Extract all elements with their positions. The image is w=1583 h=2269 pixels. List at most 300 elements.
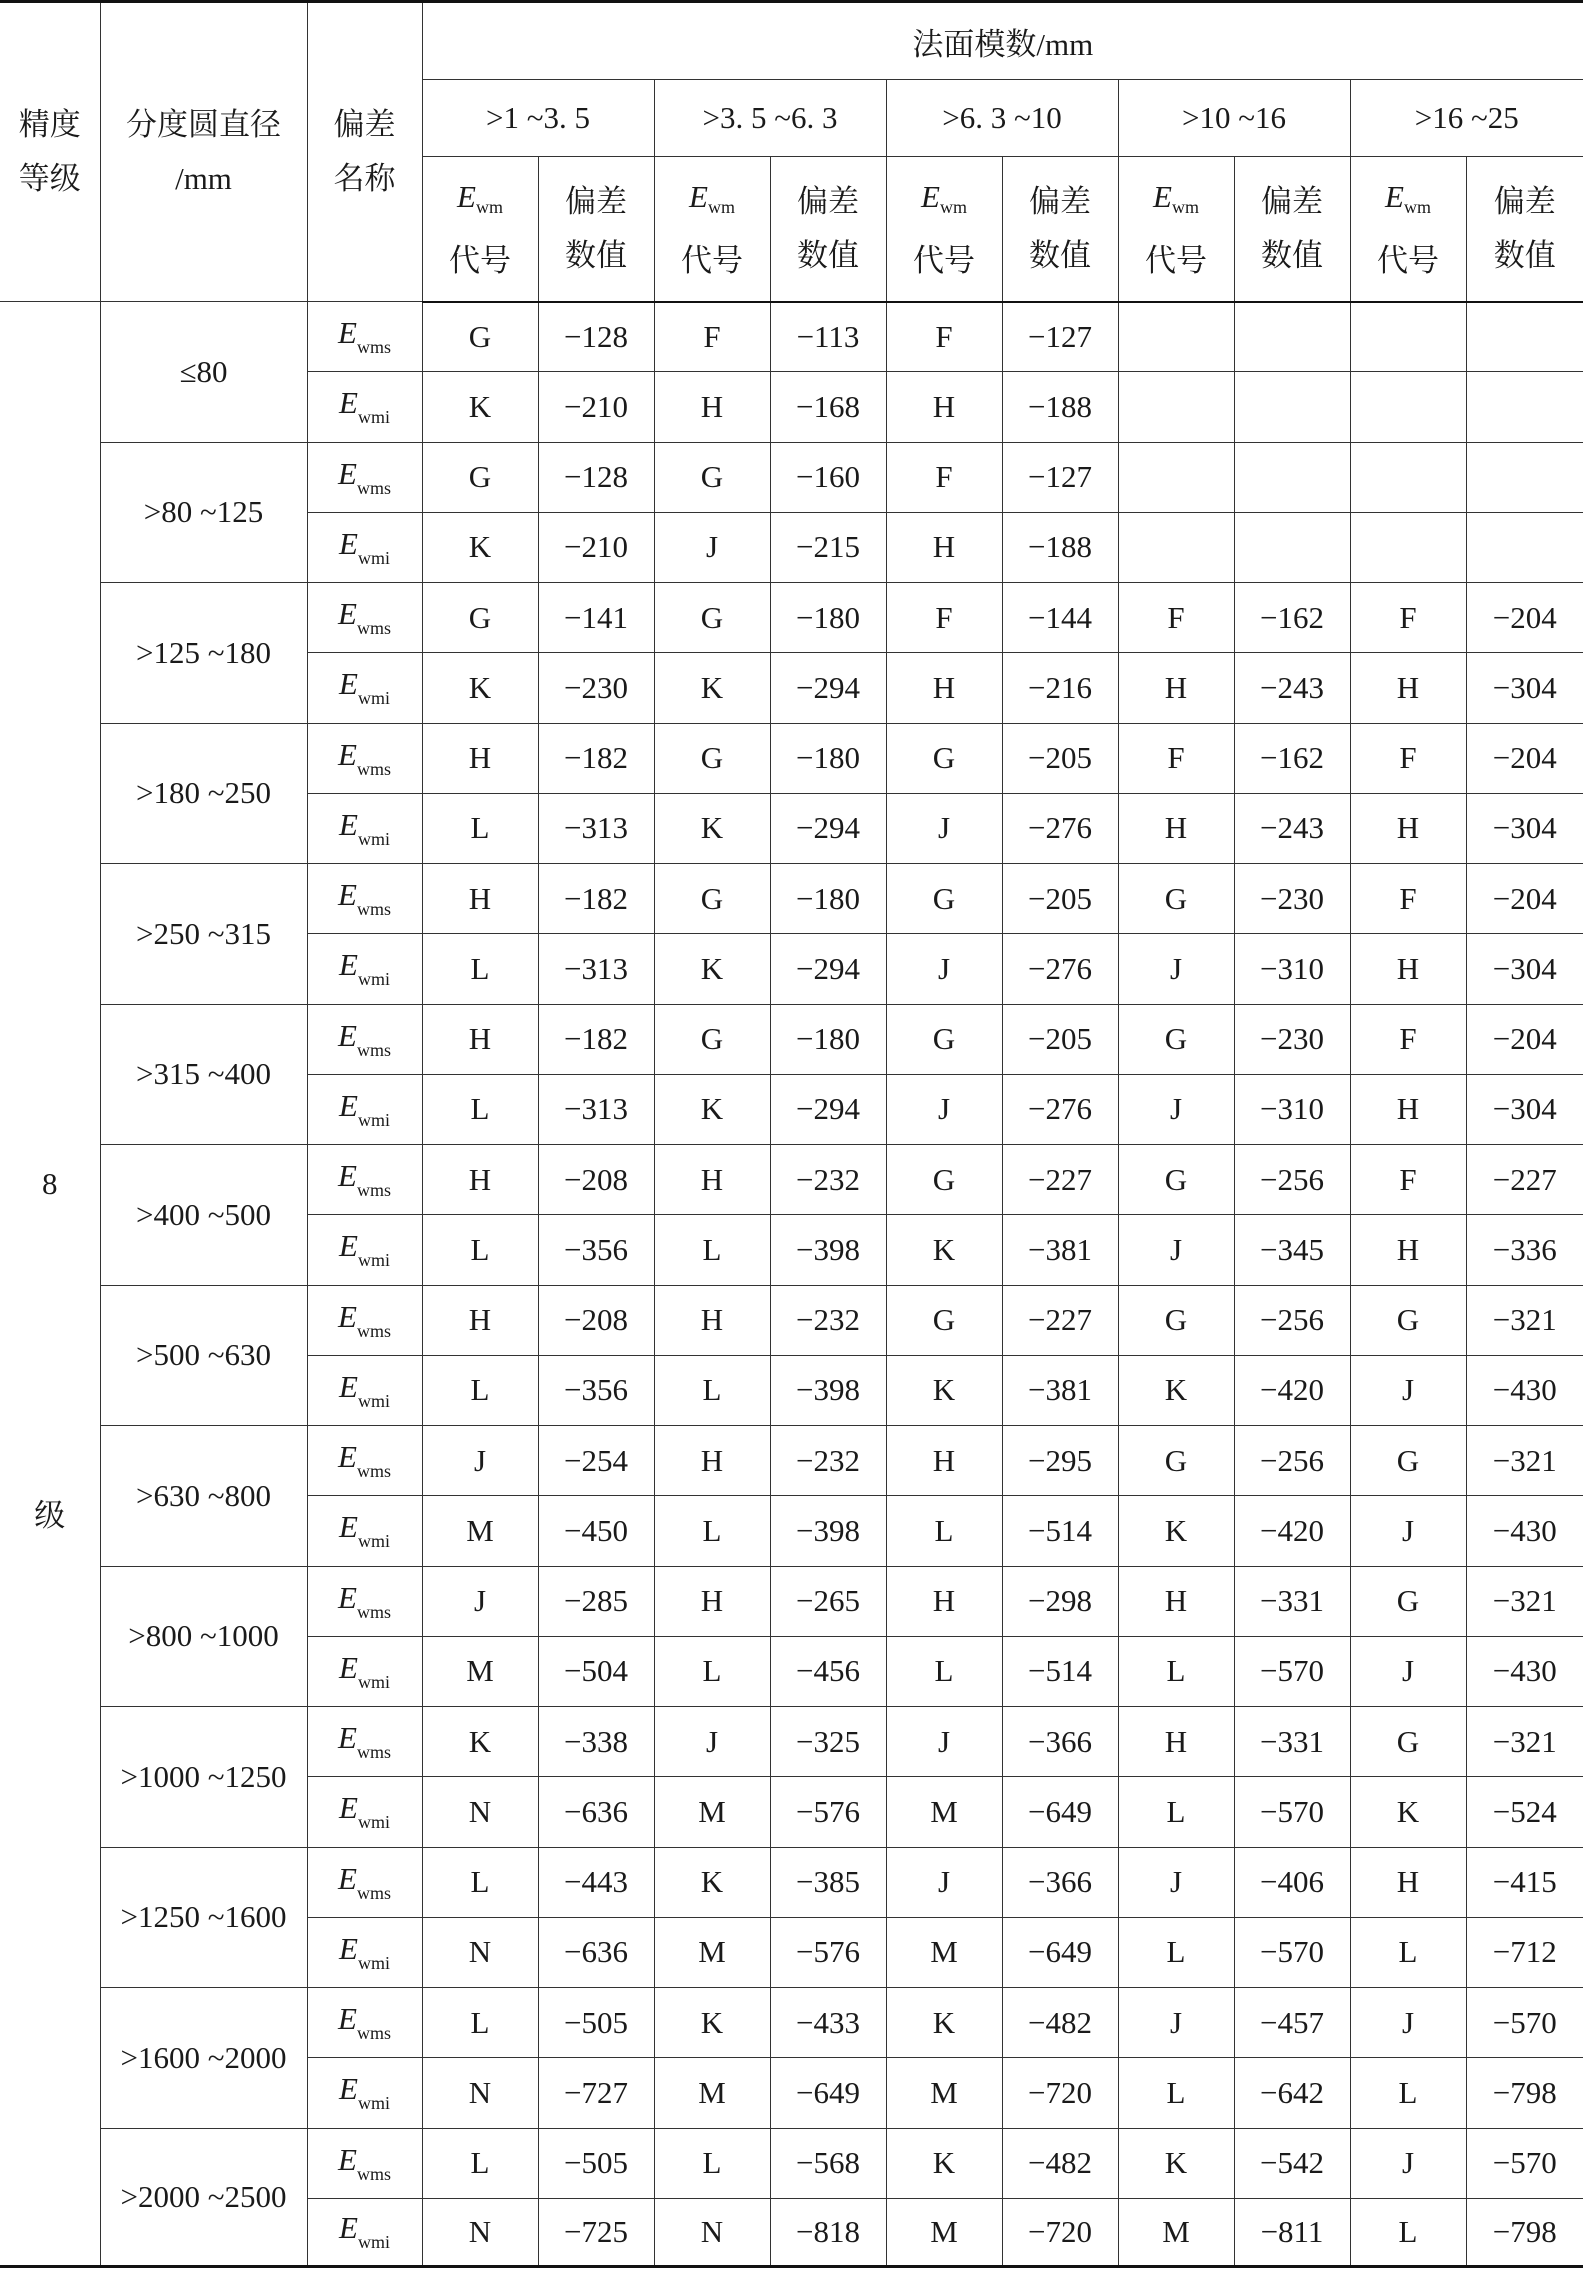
code-cell: G (1350, 1566, 1466, 1636)
value-cell: −720 (1002, 2198, 1118, 2266)
upper-deviation-label (307, 1566, 422, 1636)
code-cell: G (1350, 1285, 1466, 1355)
value-cell: −232 (770, 1426, 886, 1496)
deviation-symbol: E (339, 1509, 358, 1545)
diameter-cell: >250 ~315 (100, 864, 307, 1005)
code-cell: L (422, 934, 538, 1004)
upper-deviation-label (307, 302, 422, 372)
code-cell: M (886, 1777, 1002, 1847)
diameter-cell: >800 ~1000 (100, 1566, 307, 1707)
value-cell: −514 (1002, 1496, 1118, 1566)
value-cell: −331 (1234, 1707, 1350, 1777)
code-cell: J (422, 1426, 538, 1496)
code-cell: F (1350, 864, 1466, 934)
value-cell: −204 (1466, 723, 1583, 793)
value-cell (1466, 512, 1583, 582)
value-cell: −294 (770, 653, 886, 723)
value-cell: −811 (1234, 2198, 1350, 2266)
value-cell: −356 (538, 1355, 654, 1425)
value-cell: −215 (770, 512, 886, 582)
diameter-cell: >400 ~500 (100, 1145, 307, 1286)
table-row (0, 2128, 1583, 2198)
diameter-cell: >125 ~180 (100, 583, 307, 724)
value-cell: −204 (1466, 1004, 1583, 1074)
code-cell: L (422, 793, 538, 863)
code-cell: G (886, 1004, 1002, 1074)
diameter-cell: >2000 ~2500 (100, 2128, 307, 2267)
value-cell: −162 (1234, 583, 1350, 653)
value-cell: −227 (1002, 1145, 1118, 1215)
code-cell: H (422, 1004, 538, 1074)
deviation-symbol: E (338, 1720, 357, 1756)
upper-deviation-label (307, 1426, 422, 1496)
code-cell: N (654, 2198, 770, 2266)
value-cell: −256 (1234, 1285, 1350, 1355)
deviation-subscript: wmi (357, 828, 390, 849)
code-cell: J (1118, 1988, 1234, 2058)
upper-deviation-label (307, 1707, 422, 1777)
grade-header: 精度 等级 (0, 2, 100, 302)
value-cell: −227 (1466, 1145, 1583, 1215)
value-cell: −243 (1234, 793, 1350, 863)
code-header (654, 157, 770, 302)
value-cell: −180 (770, 723, 886, 793)
code-cell: L (654, 1215, 770, 1285)
value-cell: −338 (538, 1707, 654, 1777)
value-cell: −345 (1234, 1215, 1350, 1285)
code-cell: L (886, 1496, 1002, 1566)
value-cell: −385 (770, 1847, 886, 1917)
value-cell: −325 (770, 1707, 886, 1777)
code-cell (1118, 512, 1234, 582)
value-cell: −570 (1466, 2128, 1583, 2198)
value-cell (1234, 302, 1350, 372)
value-cell: −576 (770, 1777, 886, 1847)
code-cell: G (654, 723, 770, 793)
value-cell: −310 (1234, 934, 1350, 1004)
value-cell: −304 (1466, 653, 1583, 723)
code-label: 代号 (449, 242, 511, 278)
value-cell: −482 (1002, 1988, 1118, 2058)
code-cell: K (886, 1355, 1002, 1425)
code-symbol: E (921, 178, 940, 214)
value-cell: −568 (770, 2128, 886, 2198)
value-cell: −205 (1002, 864, 1118, 934)
value-cell: −450 (538, 1496, 654, 1566)
deviation-header: 偏差 名称 (307, 2, 422, 302)
deviation-subscript: wms (356, 758, 391, 779)
upper-deviation-label (307, 442, 422, 512)
code-cell: H (1350, 653, 1466, 723)
lower-deviation-label (307, 372, 422, 442)
code-cell: K (422, 372, 538, 442)
deviation-subscript: wms (356, 1039, 391, 1060)
deviation-subscript: wms (356, 1742, 391, 1763)
code-cell (1118, 442, 1234, 512)
value-header: 偏差 数值 (1002, 157, 1118, 302)
upper-deviation-label (307, 1847, 422, 1917)
code-cell: H (422, 723, 538, 793)
code-header (422, 157, 538, 302)
value-cell: −321 (1466, 1285, 1583, 1355)
value-header: 偏差 数值 (770, 157, 886, 302)
code-cell: J (886, 1707, 1002, 1777)
lower-deviation-label (307, 2198, 422, 2266)
table-row (0, 1847, 1583, 1917)
value-cell: −798 (1466, 2058, 1583, 2128)
value-cell: −381 (1002, 1355, 1118, 1425)
value-cell: −276 (1002, 934, 1118, 1004)
value-cell: −636 (538, 1777, 654, 1847)
table-row (0, 1426, 1583, 1496)
value-cell: −294 (770, 793, 886, 863)
code-cell: F (1118, 583, 1234, 653)
lower-deviation-label (307, 934, 422, 1004)
code-cell: L (1350, 1917, 1466, 1987)
code-cell: G (422, 302, 538, 372)
upper-deviation-label (307, 583, 422, 653)
deviation-subscript: wms (356, 1320, 391, 1341)
code-cell (1350, 372, 1466, 442)
diameter-cell: >630 ~800 (100, 1426, 307, 1567)
deviation-subscript: wmi (357, 969, 390, 990)
value-cell: −298 (1002, 1566, 1118, 1636)
code-label: 代号 (1145, 242, 1207, 278)
value-cell: −321 (1466, 1426, 1583, 1496)
code-cell: H (654, 1426, 770, 1496)
code-cell: L (422, 1355, 538, 1425)
module-range-header: >6. 3 ~10 (886, 80, 1118, 157)
value-cell: −505 (538, 1988, 654, 2058)
value-cell: −712 (1466, 1917, 1583, 1987)
value-cell: −570 (1234, 1777, 1350, 1847)
code-cell: F (886, 302, 1002, 372)
deviation-symbol: E (338, 1439, 357, 1475)
code-cell (1350, 302, 1466, 372)
value-cell: −128 (538, 302, 654, 372)
code-cell: H (1118, 1566, 1234, 1636)
deviation-symbol: E (339, 947, 358, 983)
code-cell: L (422, 1074, 538, 1144)
value-cell: −570 (1466, 1988, 1583, 2058)
code-cell: M (654, 1777, 770, 1847)
code-cell: K (654, 1847, 770, 1917)
code-header (1118, 157, 1234, 302)
value-cell: −642 (1234, 2058, 1350, 2128)
code-cell: M (886, 2198, 1002, 2266)
lower-deviation-label (307, 1636, 422, 1706)
value-cell: −180 (770, 864, 886, 934)
module-range-header: >1 ~3. 5 (422, 80, 654, 157)
code-cell: H (1118, 1707, 1234, 1777)
deviation-subscript: wms (356, 2023, 391, 2044)
value-cell (1466, 372, 1583, 442)
value-cell: −113 (770, 302, 886, 372)
code-cell: K (1118, 1496, 1234, 1566)
deviation-subscript: wmi (357, 1952, 390, 1973)
diameter-cell: >315 ~400 (100, 1004, 307, 1145)
value-cell: −398 (770, 1355, 886, 1425)
code-cell: H (886, 653, 1002, 723)
value-cell: −313 (538, 934, 654, 1004)
module-range-header: >16 ~25 (1350, 80, 1583, 157)
code-cell: L (1350, 2058, 1466, 2128)
code-cell: H (886, 372, 1002, 442)
code-cell: L (1118, 1917, 1234, 1987)
value-header: 偏差 数值 (538, 157, 654, 302)
table-row (0, 302, 1583, 372)
code-cell: H (1350, 1074, 1466, 1144)
value-cell: −205 (1002, 723, 1118, 793)
code-cell: M (886, 1917, 1002, 1987)
value-cell: −265 (770, 1566, 886, 1636)
value-cell: −443 (538, 1847, 654, 1917)
diameter-cell: >1600 ~2000 (100, 1988, 307, 2129)
value-cell: −127 (1002, 302, 1118, 372)
value-cell: −304 (1466, 793, 1583, 863)
code-cell: L (422, 2128, 538, 2198)
deviation-subscript: wmi (357, 407, 390, 428)
code-cell: M (1118, 2198, 1234, 2266)
code-cell: K (422, 1707, 538, 1777)
module-range-header: >10 ~16 (1118, 80, 1350, 157)
code-cell: K (654, 934, 770, 1004)
deviation-symbol: E (338, 2001, 357, 2037)
code-cell: K (422, 512, 538, 582)
table-row (0, 1004, 1583, 1074)
deviation-subscript: wmi (357, 547, 390, 568)
value-cell: −144 (1002, 583, 1118, 653)
value-cell: −205 (1002, 1004, 1118, 1074)
diameter-cell: >180 ~250 (100, 723, 307, 864)
lower-deviation-label (307, 1777, 422, 1847)
deviation-symbol: E (338, 596, 357, 632)
code-cell: L (1118, 1636, 1234, 1706)
diameter-header: 分度圆直径 /mm (100, 2, 307, 302)
value-cell: −524 (1466, 1777, 1583, 1847)
value-cell: −457 (1234, 1988, 1350, 2058)
deviation-subscript: wmi (357, 1109, 390, 1130)
code-subscript: wm (475, 196, 503, 217)
code-cell: H (886, 512, 1002, 582)
code-cell: K (654, 793, 770, 863)
value-cell: −276 (1002, 793, 1118, 863)
code-cell: K (422, 653, 538, 723)
deviation-symbol: E (339, 1228, 358, 1264)
diameter-cell: ≤80 (100, 302, 307, 443)
upper-deviation-label (307, 1145, 422, 1215)
code-cell: H (1118, 793, 1234, 863)
value-cell: −420 (1234, 1496, 1350, 1566)
value-cell: −254 (538, 1426, 654, 1496)
code-cell: K (1350, 1777, 1466, 1847)
value-cell: −313 (538, 793, 654, 863)
module-header: 法面模数/mm (422, 2, 1583, 80)
table-row (0, 1566, 1583, 1636)
value-cell: −276 (1002, 1074, 1118, 1144)
code-cell (1118, 302, 1234, 372)
value-cell: −304 (1466, 1074, 1583, 1144)
diameter-cell: >1000 ~1250 (100, 1707, 307, 1848)
deviation-subscript: wms (356, 1461, 391, 1482)
code-cell: L (886, 1636, 1002, 1706)
code-cell: G (1118, 864, 1234, 934)
code-symbol: E (1385, 178, 1404, 214)
deviation-subscript: wms (356, 899, 391, 920)
upper-deviation-label (307, 1004, 422, 1074)
value-cell: −182 (538, 864, 654, 934)
grade-number: 8 (42, 1165, 58, 1201)
code-cell: M (422, 1636, 538, 1706)
code-cell: J (654, 1707, 770, 1777)
lower-deviation-label (307, 1355, 422, 1425)
code-cell: F (1350, 1004, 1466, 1074)
code-cell: G (654, 864, 770, 934)
code-cell: L (1118, 1777, 1234, 1847)
code-subscript: wm (939, 196, 967, 217)
code-cell: G (422, 583, 538, 653)
value-cell: −514 (1002, 1636, 1118, 1706)
deviation-symbol: E (339, 1368, 358, 1404)
lower-deviation-label (307, 512, 422, 582)
value-cell: −304 (1466, 934, 1583, 1004)
diameter-cell: >80 ~125 (100, 442, 307, 583)
code-cell: L (654, 1496, 770, 1566)
code-subscript: wm (707, 196, 735, 217)
code-cell (1118, 372, 1234, 442)
value-cell: −381 (1002, 1215, 1118, 1285)
code-cell: J (1118, 1847, 1234, 1917)
value-cell: −227 (1002, 1285, 1118, 1355)
code-cell: N (422, 2058, 538, 2128)
code-cell: K (886, 1988, 1002, 2058)
deviation-symbol: E (339, 525, 358, 561)
code-cell: H (654, 1145, 770, 1215)
code-cell: G (654, 1004, 770, 1074)
value-cell: −180 (770, 583, 886, 653)
deviation-symbol: E (339, 666, 358, 702)
deviation-symbol: E (339, 385, 358, 421)
code-cell: G (1118, 1004, 1234, 1074)
deviation-subscript: wms (356, 2163, 391, 2184)
code-cell: J (1118, 1074, 1234, 1144)
deviation-subscript: wms (356, 618, 391, 639)
deviation-symbol: E (339, 2210, 358, 2246)
value-cell: −204 (1466, 864, 1583, 934)
code-cell: J (1350, 1636, 1466, 1706)
code-cell: H (654, 372, 770, 442)
value-cell: −415 (1466, 1847, 1583, 1917)
code-cell: J (1118, 934, 1234, 1004)
code-cell: H (654, 1285, 770, 1355)
code-cell: M (654, 2058, 770, 2128)
code-label: 代号 (913, 242, 975, 278)
code-cell: H (422, 1145, 538, 1215)
diameter-cell: >1250 ~1600 (100, 1847, 307, 1988)
deviation-subscript: wmi (357, 1812, 390, 1833)
upper-deviation-label (307, 864, 422, 934)
module-range-header: >3. 5 ~6. 3 (654, 80, 886, 157)
code-symbol: E (457, 178, 476, 214)
code-cell: J (886, 793, 1002, 863)
code-cell: G (1118, 1426, 1234, 1496)
value-header: 偏差 数值 (1466, 157, 1583, 302)
code-cell: J (1118, 1215, 1234, 1285)
code-cell: L (654, 1636, 770, 1706)
value-cell: −256 (1234, 1145, 1350, 1215)
code-cell: K (654, 653, 770, 723)
value-cell: −294 (770, 1074, 886, 1144)
deviation-subscript: wmi (357, 688, 390, 709)
code-cell (1350, 512, 1466, 582)
value-cell: −188 (1002, 372, 1118, 442)
value-cell: −398 (770, 1215, 886, 1285)
deviation-subscript: wms (356, 1601, 391, 1622)
value-cell: −230 (1234, 1004, 1350, 1074)
code-cell: J (886, 934, 1002, 1004)
value-cell: −331 (1234, 1566, 1350, 1636)
deviation-subscript: wmi (357, 2232, 390, 2253)
code-cell: J (1350, 2128, 1466, 2198)
value-cell: −313 (538, 1074, 654, 1144)
code-cell: G (886, 1145, 1002, 1215)
value-cell: −160 (770, 442, 886, 512)
code-cell: N (422, 1777, 538, 1847)
deviation-symbol: E (338, 1860, 357, 1896)
value-cell: −232 (770, 1285, 886, 1355)
value-cell: −649 (1002, 1777, 1118, 1847)
value-cell: −162 (1234, 723, 1350, 793)
value-cell: −398 (770, 1496, 886, 1566)
code-cell: F (654, 302, 770, 372)
code-cell: K (886, 1215, 1002, 1285)
value-cell: −180 (770, 1004, 886, 1074)
code-cell: H (1350, 1847, 1466, 1917)
code-cell: G (654, 583, 770, 653)
code-symbol: E (1153, 178, 1172, 214)
code-cell: H (1118, 653, 1234, 723)
lower-deviation-label (307, 2058, 422, 2128)
table-row (0, 1707, 1583, 1777)
deviation-symbol: E (338, 1017, 357, 1053)
code-cell: H (654, 1566, 770, 1636)
deviation-symbol: E (338, 2141, 357, 2177)
value-cell: −182 (538, 1004, 654, 1074)
value-cell: −482 (1002, 2128, 1118, 2198)
code-cell: F (1350, 1145, 1466, 1215)
diameter-cell: >500 ~630 (100, 1285, 307, 1426)
table-header (0, 2, 1583, 302)
deviation-subscript: wmi (357, 1671, 390, 1692)
code-header (1350, 157, 1466, 302)
code-cell: H (422, 1285, 538, 1355)
value-cell: −366 (1002, 1847, 1118, 1917)
deviation-subscript: wms (356, 337, 391, 358)
deviation-subscript: wms (356, 1180, 391, 1201)
grade-unit: 级 (34, 1497, 66, 1533)
table-row (0, 1285, 1583, 1355)
code-cell: H (1350, 1215, 1466, 1285)
value-cell: −818 (770, 2198, 886, 2266)
code-cell: K (1118, 1355, 1234, 1425)
lower-deviation-label (307, 653, 422, 723)
code-cell (1350, 442, 1466, 512)
value-cell: −570 (1234, 1636, 1350, 1706)
value-cell (1234, 372, 1350, 442)
deviation-symbol: E (338, 315, 357, 351)
code-cell: M (654, 1917, 770, 1987)
upper-deviation-label (307, 1988, 422, 2058)
